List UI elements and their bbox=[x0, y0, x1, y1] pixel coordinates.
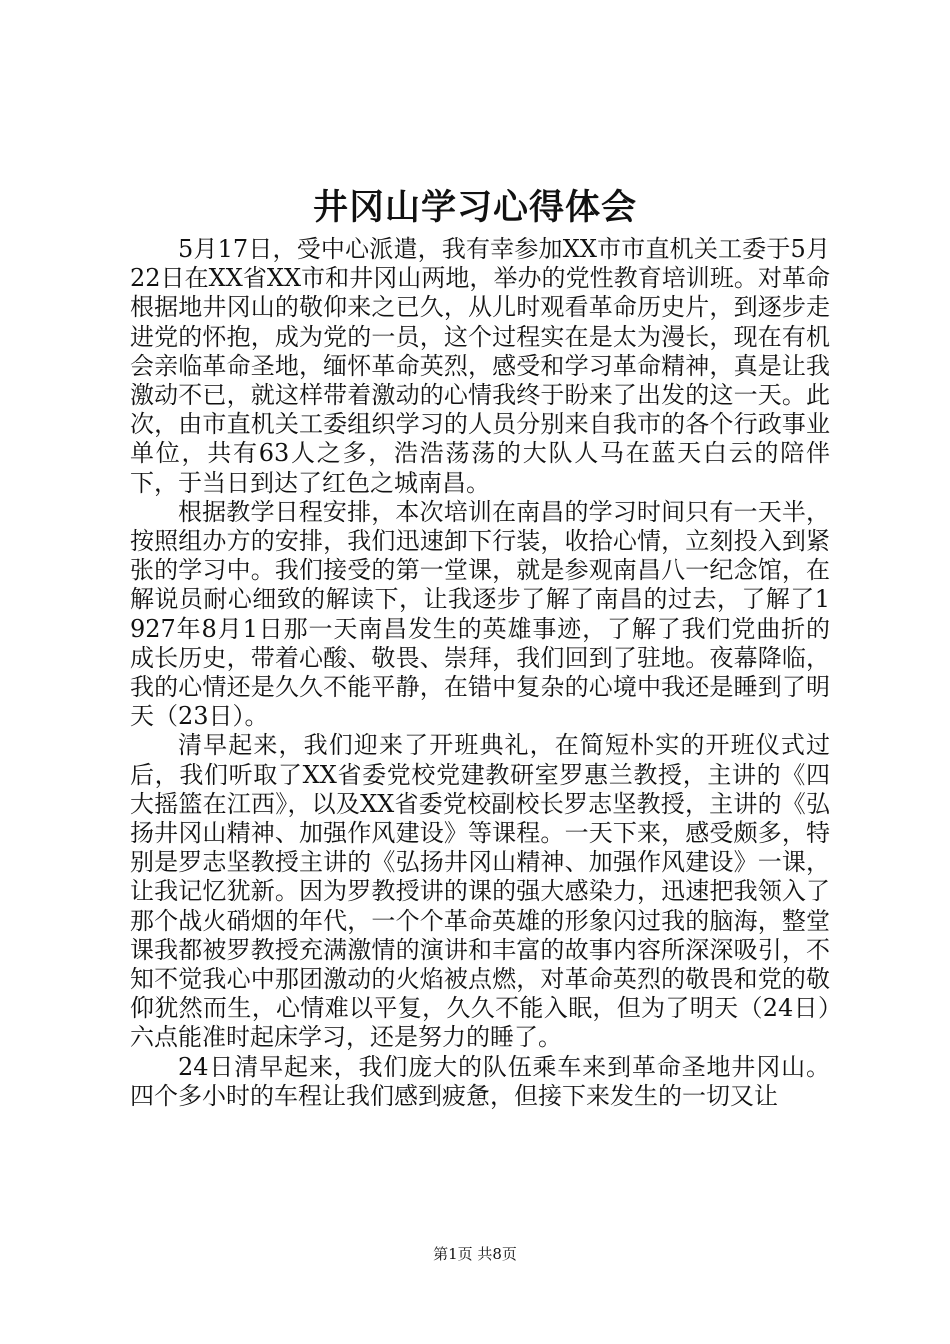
paragraph-4: 24日清早起来，我们庞大的队伍乘车来到革命圣地井冈山。四个多小时的车程让我们感到疲惫，但接下来发生的一切又让 bbox=[130, 1052, 830, 1110]
paragraph-2: 根据教学日程安排，本次培训在南昌的学习时间只有一天半，按照组办方的安排，我们迅速卸下行装，收拾心情，立刻投入到紧张的学习中。我们接受的第一堂课，就是参观南昌八一纪念馆，在解说员耐心细致的解读下，让我逐步了解了南昌的过去，了解了1927年8月1日那一天南昌发生的英雄事迹，了解了我们党曲折的成长历史，带着心酸、敬畏、崇拜，我们回到了驻地。夜幕降临，我的心情还是久久不能平静，在错中复杂的心境中我还是睡到了明天（23日）。 bbox=[130, 497, 830, 731]
page-footer: 第1页 共8页 bbox=[433, 1245, 517, 1263]
document-title: 井冈山学习心得体会 bbox=[312, 187, 637, 228]
document-body bbox=[130, 235, 830, 1111]
paragraph-3: 清早起来，我们迎来了开班典礼，在简短朴实的开班仪式过后，我们听取了XX省委党校党建教研室罗惠兰教授，主讲的《四大摇篮在江西》，以及XX省委党校副校长罗志坚教授，主讲的《弘扬井冈山精神、加强作风建设》等课程。一天下来，感受颇多，特别是罗志坚教授主讲的《弘扬井冈山精神、加强作风建设》一课，让我记忆犹新。因为罗教授讲的课的强大感染力，迅速把我领入了那个战火硝烟的年代，一个个革命英雄的形象闪过我的脑海，整堂课我都被罗教授充满激情的演讲和丰富的故事内容所深深吸引，不知不觉我心中那团激动的火焰被点燃，对革命英烈的敬畏和党的敬仰犹然而生，心情难以平复，久久不能入眠，但为了明天（24日）六点能准时起床学习，还是努力的睡了。 bbox=[130, 731, 830, 1052]
paragraph-1: 5月17日，受中心派遣，我有幸参加XX市市直机关工委于5月22日在XX省XX市和井冈山两地，举办的党性教育培训班。对革命根据地井冈山的敬仰来之已久，从儿时观看革命历史片，到逐步走进党的怀抱，成为党的一员，这个过程实在是太为漫长，现在有机会亲临革命圣地，缅怀革命英烈，感受和学习革命精神，真是让我激动不已，就这样带着激动的心情我终于盼来了出发的这一天。此次，由市直机关工委组织学习的人员分别来自我市的各个行政事业单位，共有63人之多，浩浩荡荡的大队人马在蓝天白云的陪伴下，于当日到达了红色之城南昌。 bbox=[130, 235, 830, 497]
